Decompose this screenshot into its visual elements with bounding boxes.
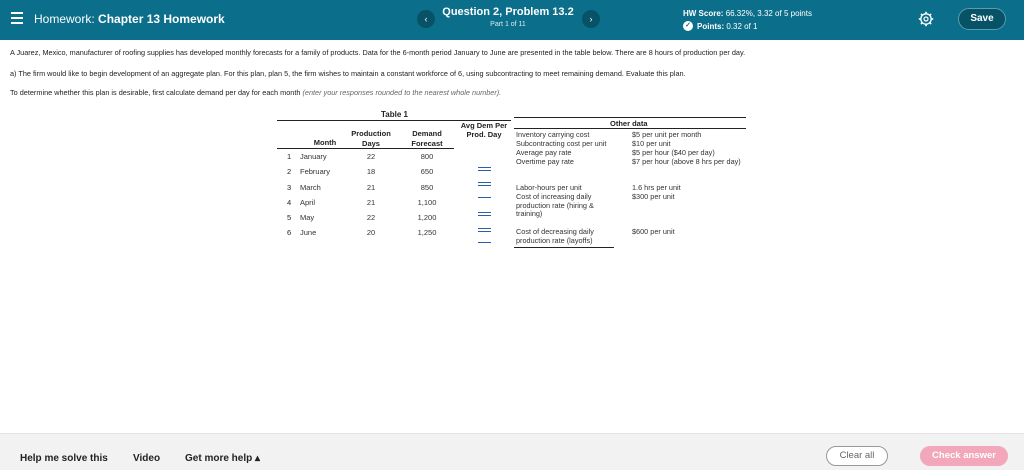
instruction-text: To determine whether this plan is desirable, first calculate demand per day for each month — [10, 88, 301, 97]
avg-demand-input-extra-3[interactable] — [478, 231, 491, 232]
avg-demand-input-extra-2[interactable] — [478, 215, 491, 216]
col-header-demand-1: Demand — [412, 129, 442, 138]
other-data-label: Overtime pay rate — [516, 157, 574, 166]
previous-question-button[interactable]: ‹ — [417, 10, 435, 28]
col-header-demand-2: Forecast — [411, 139, 443, 148]
other-data-top-rule — [514, 117, 746, 118]
points-label: Points: — [697, 21, 725, 31]
problem-intro: A Juarez, Mexico, manufacturer of roofing supplies has developed monthly forecasts for a family of products. Data for the 6-month period January to June are presented in the table below. There are 8 hours of production per day. — [10, 48, 746, 57]
problem-instruction — [10, 88, 501, 97]
col-header-avg-2: Prod. Day — [466, 130, 502, 139]
hw-score — [683, 9, 812, 18]
days-cell: 18 — [366, 167, 376, 176]
other-data-value: $5 per unit per month — [632, 130, 702, 139]
days-cell: 20 — [366, 228, 376, 237]
other-data-value: 1.6 hrs per unit — [632, 183, 681, 192]
top-bar — [0, 0, 1024, 40]
avg-demand-input-may[interactable] — [478, 212, 491, 213]
demand-cell: 1,250 — [417, 228, 437, 237]
other-data-title: Other data — [610, 119, 648, 128]
hamburger-icon[interactable] — [11, 12, 23, 26]
hw-score-value: 66.32%, 3.32 of 5 points — [725, 9, 812, 18]
demand-cell: 1,100 — [417, 198, 437, 207]
other-data-value: $10 per unit — [632, 139, 671, 148]
hw-score-label: HW Score: — [683, 9, 724, 18]
demand-cell: 800 — [420, 152, 434, 161]
days-cell: 22 — [366, 152, 376, 161]
month-cell: March — [300, 183, 321, 192]
table-title: Table 1 — [381, 110, 408, 119]
demand-cell: 850 — [420, 183, 434, 192]
next-question-button[interactable]: › — [582, 10, 600, 28]
avg-demand-input-february[interactable] — [478, 170, 491, 171]
days-cell: 21 — [366, 198, 376, 207]
month-cell: June — [300, 228, 317, 237]
demand-cell: 1,200 — [417, 213, 437, 222]
other-data-value: $600 per unit — [632, 227, 675, 236]
month-cell: May — [300, 213, 315, 222]
other-data-label: Cost of decreasing daily production rate (layoffs) — [516, 227, 594, 245]
homework-title — [34, 12, 225, 26]
question-part: Part 1 of 11 — [490, 21, 526, 28]
row-number: 5 — [287, 213, 292, 222]
clear-all-button[interactable]: Clear all — [826, 446, 888, 466]
avg-demand-input-january[interactable] — [478, 167, 491, 168]
partial-credit-icon: ✓ — [683, 21, 693, 31]
avg-demand-input-june[interactable] — [478, 228, 491, 229]
other-data-label: Average pay rate — [516, 148, 572, 157]
col-header-production-1: Production — [351, 129, 391, 138]
instruction-hint: (enter your responses rounded to the nearest whole number). — [302, 88, 502, 97]
homework-prefix: Homework: — [34, 12, 95, 26]
problem-part-a: a) The firm would like to begin development of an aggregate plan. For this plan, plan 5, the firm wishes to maintain a constant workforce of 6, using subcontracting to meet remaining demand. Evaluate this plan. — [10, 69, 686, 78]
col-header-month: Month — [313, 138, 337, 147]
row-number: 1 — [287, 152, 292, 161]
row-number: 4 — [287, 198, 292, 207]
days-cell: 21 — [366, 183, 376, 192]
points-value: 0.32 of 1 — [726, 21, 758, 31]
demand-cell: 650 — [420, 167, 434, 176]
month-cell: February — [300, 167, 331, 176]
homework-name: Chapter 13 Homework — [98, 12, 225, 26]
other-data-label: Labor-hours per unit — [516, 183, 582, 192]
row-number: 6 — [287, 228, 292, 237]
other-data-label: Subcontracting cost per unit — [516, 139, 607, 148]
gear-icon[interactable] — [918, 11, 934, 27]
month-cell: April — [300, 198, 316, 207]
other-data-bottom-rule — [514, 247, 614, 248]
check-answer-button[interactable]: Check answer — [920, 446, 1008, 466]
col-header-production-2: Days — [362, 139, 380, 148]
month-cell: January — [300, 152, 327, 161]
get-more-help-button[interactable]: Get more help ▴ — [185, 453, 261, 464]
other-data-value: $7 per hour (above 8 hrs per day) — [632, 157, 741, 166]
save-button[interactable]: Save — [958, 8, 1006, 30]
other-data-value: $300 per unit — [632, 192, 675, 201]
avg-demand-input-march[interactable] — [478, 182, 491, 183]
header-bottom-rule — [277, 148, 454, 149]
avg-demand-input-extra-4[interactable] — [478, 242, 491, 243]
question-title: Question 2, Problem 13.2 — [442, 6, 574, 18]
other-data-header-rule — [514, 128, 746, 129]
help-me-solve-button[interactable]: Help me solve this — [20, 453, 108, 464]
avg-demand-input-april[interactable] — [478, 185, 491, 186]
other-data-label: Inventory carrying cost — [516, 130, 590, 139]
col-header-avg-1: Avg Dem Per — [460, 121, 508, 130]
days-cell: 22 — [366, 213, 376, 222]
other-data-value: $5 per hour ($40 per day) — [632, 148, 715, 157]
points-display — [683, 21, 757, 31]
video-button[interactable]: Video — [133, 453, 161, 464]
other-data-label: Cost of increasing daily production rate (hiring & training) — [516, 192, 594, 218]
row-number: 2 — [287, 167, 292, 176]
avg-demand-input-extra-1[interactable] — [478, 197, 491, 198]
row-number: 3 — [287, 183, 292, 192]
